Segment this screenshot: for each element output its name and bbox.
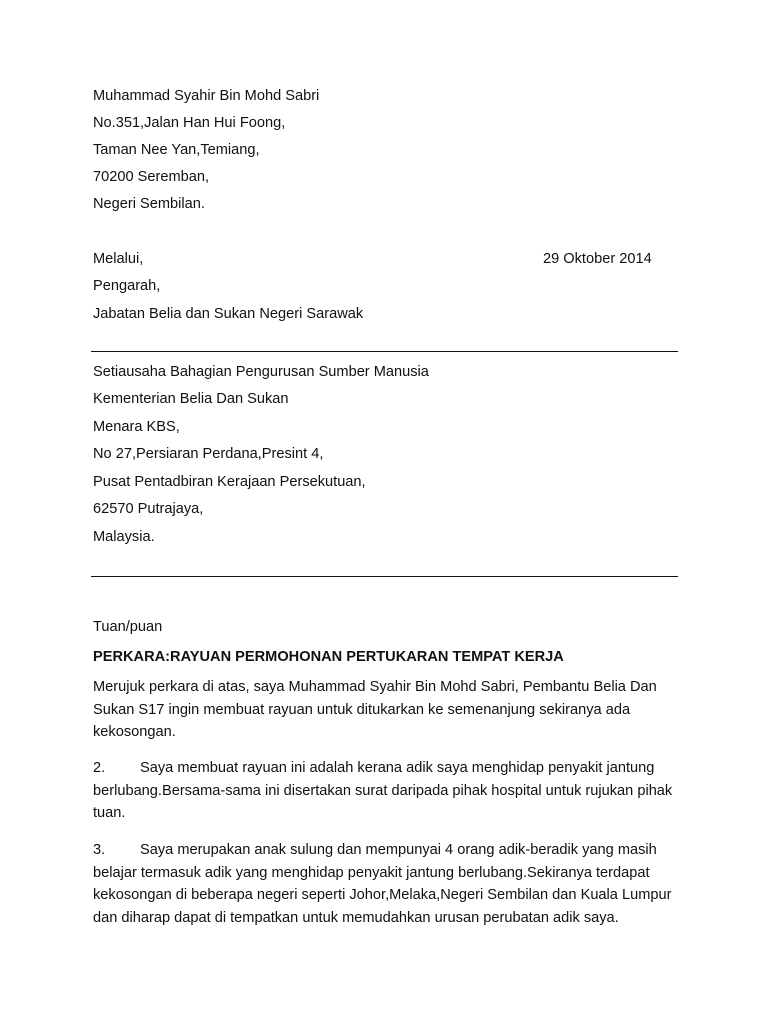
paragraph-2-line-3: tuan. <box>93 805 126 821</box>
sender-state: Negeri Sembilan. <box>93 196 205 212</box>
divider-bottom <box>91 576 678 577</box>
via-department: Jabatan Belia dan Sukan Negeri Sarawak <box>93 306 364 322</box>
paragraph-1-line-3: kekosongan. <box>93 724 176 740</box>
paragraph-3-line-1: Saya merupakan anak sulung dan mempunyai 4 orang adik-beradik yang masih <box>140 842 657 858</box>
divider-top <box>91 351 678 352</box>
recipient-line-1: Setiausaha Bahagian Pengurusan Sumber Manusia <box>93 364 429 380</box>
recipient-line-5: Pusat Pentadbiran Kerajaan Persekutuan, <box>93 474 366 490</box>
paragraph-1 <box>93 676 683 744</box>
paragraph-3-line-2: belajar termasuk adik yang menghidap penyakit jantung berlubang.Sekiranya terdapat <box>93 864 650 881</box>
sender-address-line-1: No.351,Jalan Han Hui Foong, <box>93 115 286 131</box>
recipient-line-4: No 27,Persiaran Perdana,Presint 4, <box>93 446 324 462</box>
sender-name: Muhammad Syahir Bin Mohd Sabri <box>93 88 320 104</box>
recipient-line-3: Menara KBS, <box>93 419 180 435</box>
via-label: Melalui, <box>93 251 144 267</box>
paragraph-3-line-4: dan diharap dapat di tempatkan untuk memudahkan urusan perubatan adik saya. <box>93 909 619 926</box>
sender-postcode-city: 70200 Seremban, <box>93 169 210 185</box>
paragraph-2-number: 2. <box>93 760 106 776</box>
paragraph-1-line-2: Sukan S17 ingin membuat rayuan untuk ditukarkan ke semenanjung sekiranya ada <box>93 701 631 718</box>
paragraph-3 <box>93 839 683 929</box>
paragraph-1-line-1: Merujuk perkara di atas, saya Muhammad Syahir Bin Mohd Sabri, Pembantu Belia Dan <box>93 679 657 695</box>
salutation: Tuan/puan <box>93 619 163 635</box>
recipient-line-7: Malaysia. <box>93 529 155 545</box>
recipient-line-2: Kementerian Belia Dan Sukan <box>93 391 289 407</box>
paragraph-2-line-1: Saya membuat rayuan ini adalah kerana adik saya menghidap penyakit jantung <box>140 760 655 776</box>
subject-line: PERKARA:RAYUAN PERMOHONAN PERTUKARAN TEMPAT KERJA <box>93 649 564 665</box>
paragraph-3-number: 3. <box>93 842 106 858</box>
paragraph-2-line-2: berlubang.Bersama-sama ini disertakan surat daripada pihak hospital untuk rujukan pihak <box>93 782 673 799</box>
sender-address-line-2: Taman Nee Yan,Temiang, <box>93 142 260 158</box>
via-title: Pengarah, <box>93 278 161 294</box>
paragraph-2 <box>93 757 683 825</box>
letter-date: 29 Oktober 2014 <box>543 251 652 267</box>
paragraph-3-line-3: kekosongan di beberapa negeri seperti Johor,Melaka,Negeri Sembilan dan Kuala Lumpur <box>93 887 672 903</box>
recipient-line-6: 62570 Putrajaya, <box>93 501 204 517</box>
